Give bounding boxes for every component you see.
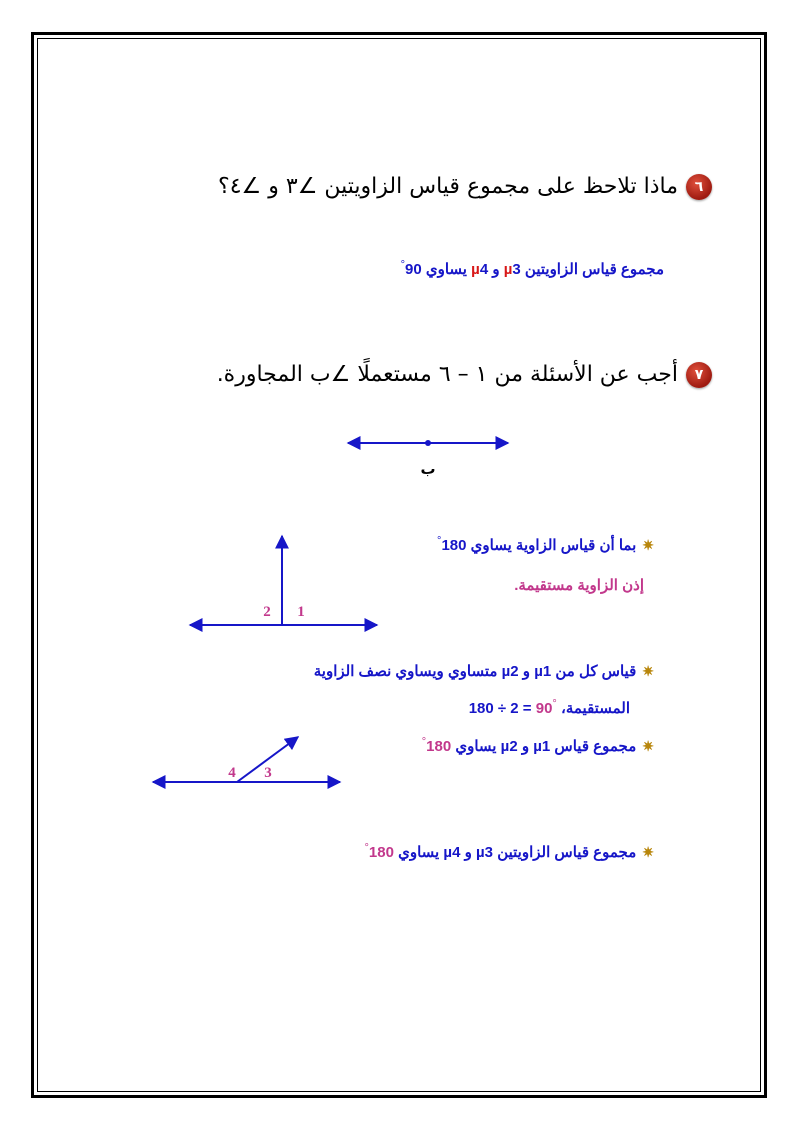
oblique-figure [153,737,340,782]
straight-angle-figure [348,440,508,478]
answer-equal-angles-line2: المستقيمة، 180 ÷ 2 = 90° [468,698,630,717]
question-6-text: ماذا تلاحظ على مجموع قياس الزاويتين ∠٣ و ∠٤؟ [218,174,678,199]
star-bullet-icon: ✷ [642,537,654,553]
star-bullet-icon: ✷ [642,738,654,754]
angle-label-3: 3 [264,765,272,781]
answer-conclusion: إذن الزاوية مستقيمة. [514,577,644,594]
answer-straight-angle: ✷بما أن قياس الزاوية يساوي 180° [437,535,654,554]
question-6-number-badge: ٦ [686,174,712,200]
answer-sum-3-4: ✷مجموع قياس الزاويتين µ3 و µ4 يساوي 180° [364,842,654,861]
star-bullet-icon: ✷ [642,663,654,679]
point-label-b: ب [420,460,436,478]
angle-label-1: 1 [297,604,305,620]
perpendicular-figure [190,536,377,625]
answer-sum-1-2: ✷مجموع قياس µ1 و µ2 يساوي 180° [421,736,654,755]
angle-label-2: 2 [263,604,271,620]
answer-q6: مجموع قياس الزاويتين µ3 و µ4 يساوي 90° [400,259,664,278]
angle-label-4: 4 [228,765,236,781]
vertex-point [425,440,431,446]
question-7-text: أجب عن الأسئلة من ١ – ٦ مستعملًا ∠ب المجاورة. [216,362,678,387]
star-bullet-icon: ✷ [642,844,654,860]
question-7-number-badge: ٧ [686,362,712,388]
answer-equal-angles-line1: ✷قياس كل من µ1 و µ2 متساوي ويساوي نصف الزاوية [313,663,654,680]
